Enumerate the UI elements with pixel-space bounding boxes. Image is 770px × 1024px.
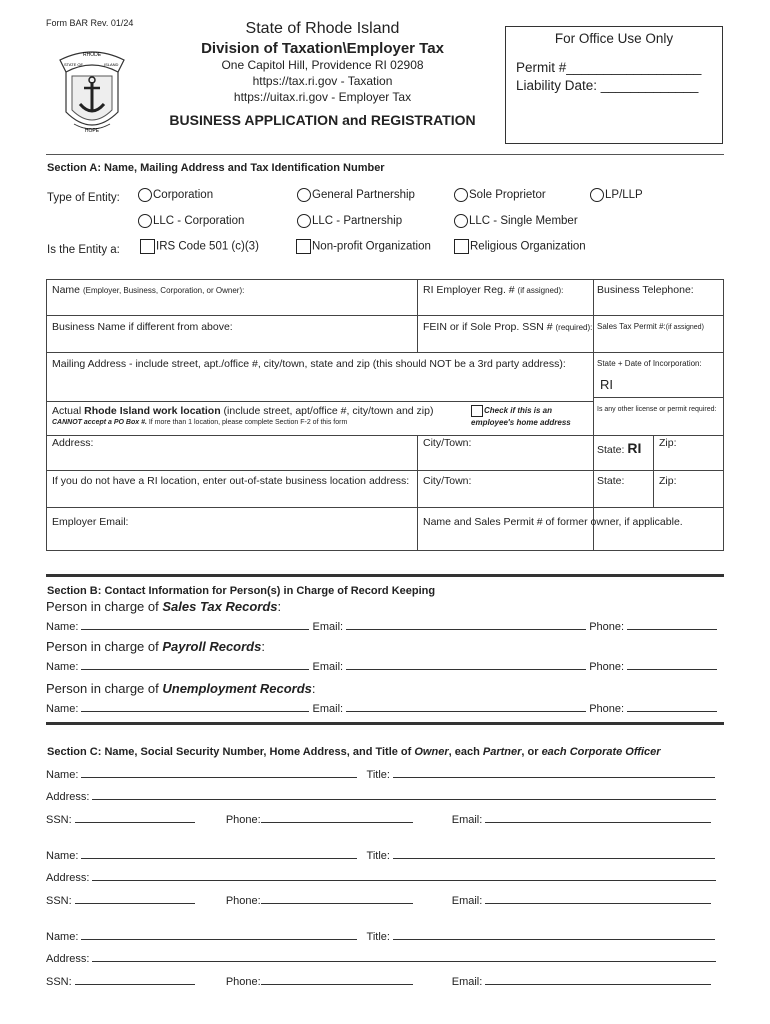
email-input[interactable] bbox=[485, 975, 711, 985]
address-input[interactable] bbox=[92, 871, 716, 881]
actual-ri-location-label: Actual Rhode Island work location (include street, apt/office #, city/town and zip) bbox=[52, 405, 434, 417]
address-input[interactable] bbox=[92, 952, 716, 962]
unemployment-contact-row: Name: Email: Phone: bbox=[46, 702, 726, 715]
out-of-state-address-field[interactable]: If you do not have a RI location, enter out-of-state business location address: bbox=[52, 475, 410, 487]
name-input[interactable] bbox=[81, 620, 309, 630]
ri-employer-reg-field[interactable]: RI Employer Reg. # (if assigned): bbox=[423, 284, 564, 296]
col-divider bbox=[417, 280, 418, 352]
col-divider bbox=[593, 280, 594, 550]
entity-type-label: Type of Entity: bbox=[47, 192, 120, 204]
email-input[interactable] bbox=[485, 813, 711, 823]
ssn-input[interactable] bbox=[75, 894, 195, 904]
section-divider bbox=[46, 722, 724, 725]
option-non-profit[interactable]: Non-profit Organization bbox=[296, 239, 431, 254]
row-divider bbox=[47, 315, 723, 316]
state-field-2[interactable]: State: bbox=[597, 475, 625, 487]
permit-number-field[interactable]: Permit #__________________ bbox=[516, 60, 702, 75]
checkbox-icon[interactable] bbox=[471, 405, 483, 417]
seal-text-left: STATE OF bbox=[64, 62, 83, 67]
col-divider bbox=[653, 435, 654, 507]
row-divider bbox=[47, 352, 723, 353]
zip-field-2[interactable]: Zip: bbox=[659, 475, 677, 487]
former-owner-field[interactable]: Name and Sales Permit # of former owner, if applicable. bbox=[423, 516, 683, 528]
email-input[interactable] bbox=[346, 660, 586, 670]
state-incorporation-value: RI bbox=[600, 377, 613, 392]
radio-icon[interactable] bbox=[454, 188, 468, 202]
radio-icon[interactable] bbox=[297, 214, 311, 228]
payroll-contact-row: Name: Email: Phone: bbox=[46, 660, 726, 673]
section-a-table bbox=[46, 279, 724, 551]
phone-input[interactable] bbox=[261, 894, 413, 904]
city-town-field[interactable]: City/Town: bbox=[423, 437, 472, 449]
title-input[interactable] bbox=[393, 768, 715, 778]
sales-tax-permit-field[interactable]: Sales Tax Permit #:(if assigned) bbox=[597, 322, 704, 331]
section-a-heading: Section A: Name, Mailing Address and Tax Identification Number bbox=[47, 162, 385, 174]
home-address-checkbox[interactable]: Check if this is an employee's home address bbox=[471, 406, 571, 428]
option-religious[interactable]: Religious Organization bbox=[454, 239, 586, 254]
officer-2-address-row: Address: bbox=[46, 871, 726, 884]
business-telephone-field[interactable]: Business Telephone: bbox=[597, 284, 694, 296]
checkbox-icon[interactable] bbox=[296, 239, 311, 254]
name-input[interactable] bbox=[81, 849, 357, 859]
tax-url: https://tax.ri.gov - Taxation bbox=[252, 74, 393, 88]
officer-3-address-row: Address: bbox=[46, 952, 726, 965]
office-use-title: For Office Use Only bbox=[554, 31, 674, 46]
row-divider bbox=[593, 397, 723, 398]
address-input[interactable] bbox=[92, 790, 716, 800]
office-use-box bbox=[505, 26, 723, 144]
mailing-address-field[interactable]: Mailing Address - include street, apt./office #, city/town, state and zip (this should NOT be a 3rd party address): bbox=[52, 358, 566, 370]
other-license-field[interactable]: Is any other license or permit required: bbox=[597, 406, 717, 413]
option-lp-llp[interactable]: LP/LLP bbox=[590, 188, 643, 202]
radio-icon[interactable] bbox=[138, 214, 152, 228]
ssn-input[interactable] bbox=[75, 975, 195, 985]
is-entity-label: Is the Entity a: bbox=[47, 244, 120, 256]
email-input[interactable] bbox=[485, 894, 711, 904]
option-llc-single-member[interactable]: LLC - Single Member bbox=[454, 214, 578, 228]
sales-tax-person-heading: Person in charge of Sales Tax Records: bbox=[46, 599, 282, 614]
officer-1-name-row: Name: Title: bbox=[46, 768, 726, 781]
liability-date-field[interactable]: Liability Date: _____________ bbox=[516, 78, 699, 93]
email-input[interactable] bbox=[346, 620, 586, 630]
rhode-island-seal bbox=[52, 46, 132, 136]
zip-field[interactable]: Zip: bbox=[659, 437, 677, 449]
phone-input[interactable] bbox=[627, 702, 717, 712]
checkbox-icon[interactable] bbox=[140, 239, 155, 254]
option-llc-corporation[interactable]: LLC - Corporation bbox=[138, 214, 244, 228]
state-name: State of Rhode Island bbox=[245, 20, 400, 37]
seal-text-bottom: HOPE bbox=[84, 128, 100, 134]
section-c-heading: Section C: Name, Social Security Number, Home Address, and Title of Owner, each Partner, or each Corporate Officer bbox=[47, 746, 661, 758]
radio-icon[interactable] bbox=[590, 188, 604, 202]
unemployment-person-heading: Person in charge of Unemployment Records: bbox=[46, 681, 316, 696]
radio-icon[interactable] bbox=[138, 188, 152, 202]
phone-input[interactable] bbox=[627, 660, 717, 670]
employer-email-field[interactable]: Employer Email: bbox=[52, 516, 129, 528]
name-input[interactable] bbox=[81, 702, 309, 712]
section-b-heading: Section B: Contact Information for Person(s) in Charge of Record Keeping bbox=[47, 585, 436, 597]
officer-1-address-row: Address: bbox=[46, 790, 726, 803]
office-address: One Capitol Hill, Providence RI 02908 bbox=[221, 58, 424, 72]
officer-2-ssn-row: SSN: Phone: Email: bbox=[46, 894, 726, 907]
option-general-partnership[interactable]: General Partnership bbox=[297, 188, 415, 202]
name-field[interactable]: Name (Employer, Business, Corporation, or Owner): bbox=[52, 284, 245, 296]
business-name-field[interactable]: Business Name if different from above: bbox=[52, 321, 233, 333]
row-divider bbox=[47, 401, 593, 402]
radio-icon[interactable] bbox=[454, 214, 468, 228]
officer-3-ssn-row: SSN: Phone: Email: bbox=[46, 975, 726, 988]
option-irs-501c3[interactable]: IRS Code 501 (c)(3) bbox=[140, 239, 259, 254]
option-sole-proprietor[interactable]: Sole Proprietor bbox=[454, 188, 546, 202]
title-input[interactable] bbox=[393, 930, 715, 940]
email-input[interactable] bbox=[346, 702, 586, 712]
po-box-note: CANNOT accept a PO Box #. If more than 1 location, please complete Section F-2 of this form bbox=[52, 419, 348, 426]
state-date-incorporation-field[interactable]: State + Date of Incorporation: bbox=[597, 359, 702, 368]
name-input[interactable] bbox=[81, 930, 357, 940]
seal-text-right: ISLAND bbox=[104, 62, 119, 67]
phone-input[interactable] bbox=[627, 620, 717, 630]
radio-icon[interactable] bbox=[297, 188, 311, 202]
option-corporation[interactable]: Corporation bbox=[138, 188, 213, 202]
officer-2-name-row: Name: Title: bbox=[46, 849, 726, 862]
form-title: BUSINESS APPLICATION and REGISTRATION bbox=[169, 112, 476, 128]
form-revision: Form BAR Rev. 01/24 bbox=[46, 18, 134, 28]
address-field[interactable]: Address: bbox=[52, 437, 94, 449]
row-divider bbox=[47, 435, 723, 436]
sales-tax-contact-row: Name: Email: Phone: bbox=[46, 620, 726, 633]
name-input[interactable] bbox=[81, 660, 309, 670]
checkbox-icon[interactable] bbox=[454, 239, 469, 254]
officer-1-ssn-row: SSN: Phone: Email: bbox=[46, 813, 726, 826]
col-divider bbox=[417, 435, 418, 550]
division-name: Division of Taxation\Employer Tax bbox=[201, 40, 444, 57]
employer-tax-url: https://uitax.ri.gov - Employer Tax bbox=[233, 90, 412, 104]
option-llc-partnership[interactable]: LLC - Partnership bbox=[297, 214, 402, 228]
seal-text-top: RHODE bbox=[82, 52, 102, 58]
row-divider bbox=[47, 507, 723, 508]
phone-input[interactable] bbox=[261, 813, 413, 823]
name-input[interactable] bbox=[81, 768, 357, 778]
officer-3-name-row: Name: Title: bbox=[46, 930, 726, 943]
row-divider bbox=[47, 470, 723, 471]
section-divider bbox=[46, 574, 724, 577]
state-field[interactable]: State: RI bbox=[597, 440, 642, 456]
phone-input[interactable] bbox=[261, 975, 413, 985]
city-town-field-2[interactable]: City/Town: bbox=[423, 475, 472, 487]
ssn-input[interactable] bbox=[75, 813, 195, 823]
title-input[interactable] bbox=[393, 849, 715, 859]
payroll-person-heading: Person in charge of Payroll Records: bbox=[46, 639, 265, 654]
fein-field[interactable]: FEIN or if Sole Prop. SSN # (required): bbox=[423, 321, 593, 333]
header-divider bbox=[46, 154, 724, 155]
